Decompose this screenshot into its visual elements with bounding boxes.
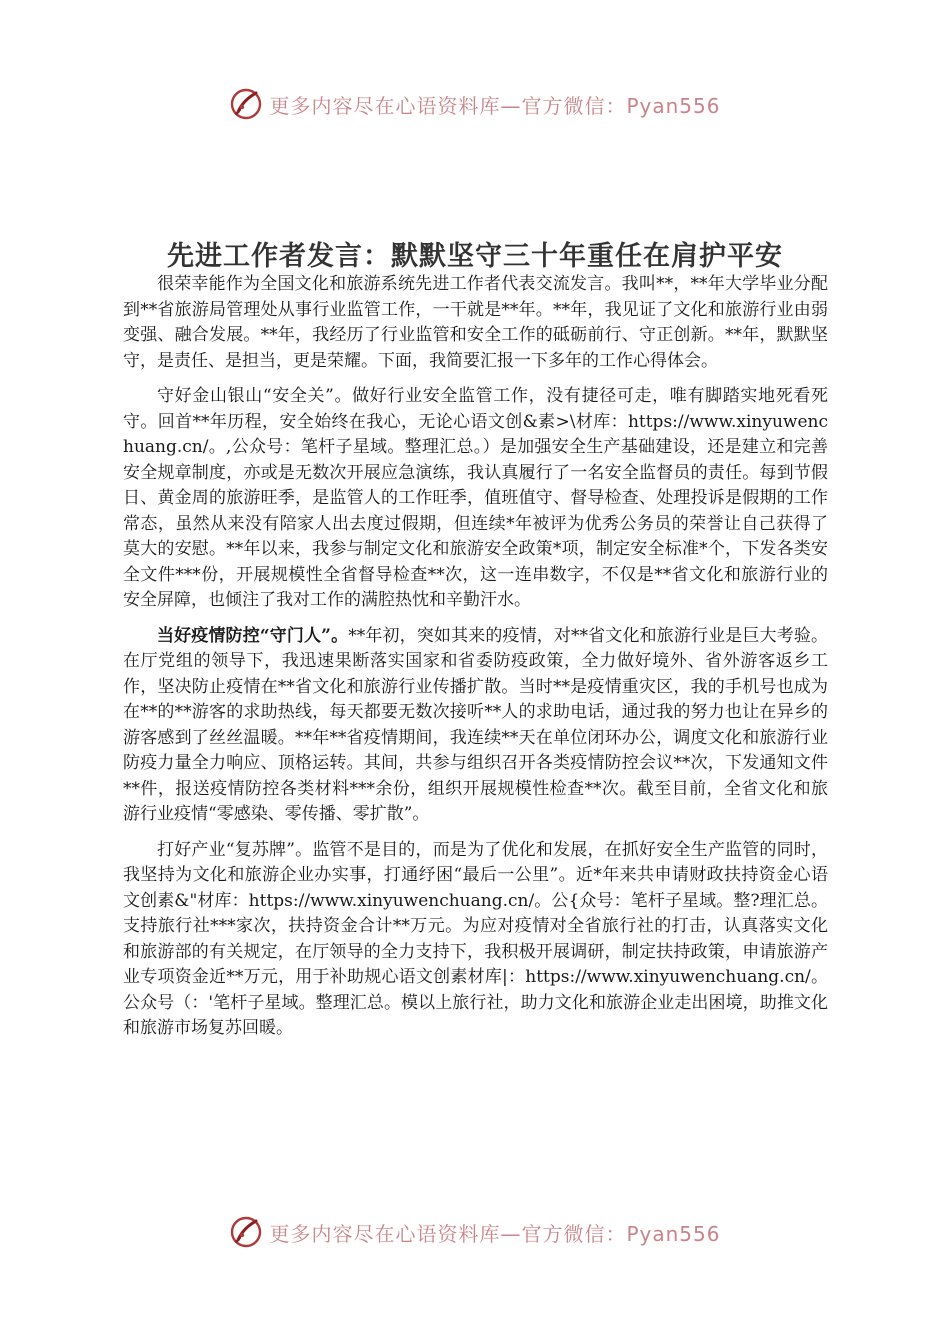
document-title: 先进工作者发言：默默坚守三十年重任在肩护平安 bbox=[167, 241, 783, 273]
paragraph-intro bbox=[123, 272, 828, 374]
document-body bbox=[123, 272, 828, 1052]
header-watermark-banner bbox=[0, 84, 950, 124]
paragraph-safety bbox=[123, 384, 828, 614]
paragraph-lead-heading: 当好疫情防控“守门人”。 bbox=[157, 625, 349, 646]
paragraph-text: **年初，突如其来的疫情，对**省文化和旅游行业是巨大考验。在厅党组的领导下，我迅速果断落实国家和省委防疫政策，全力做好境外、省外游客返乡工作，坚决防止疫情在**省文化和旅游行业传播扩散。当时**是疫情重灾区，我的手机号也成为在**的**游客的求助热线，每天都要无数次接听**人的求助电话，通过我的努力也让在异乡的游客感到了丝丝温暖。**年**省疫情期间，我连续**天在单位闭环办公，调度文化和旅游行业防疫力量全力响应、顶格运转。其间，共参与组织召开各类疫情防控会议**次，下发通知文件**件，报送疫情防控各类材料***余份，组织开展规模性检查**次。截至目前，全省文化和旅游行业疫情“零感染、零传播、零扩散”。 bbox=[123, 625, 828, 824]
paragraph-epidemic bbox=[123, 624, 828, 828]
paragraph-recovery bbox=[123, 838, 828, 1042]
brush-logo-icon bbox=[229, 1215, 263, 1249]
paragraph-text: 很荣幸能作为全国文化和旅游系统先进工作者代表交流发言。我叫**，**年大学毕业分配到**省旅游局管理处从事行业监管工作，一干就是**年。**年，我见证了文化和旅游行业由弱变强、融合发展。**年，我经历了行业监管和安全工作的砥砺前行、守正创新。**年，默默坚守，是责任、是担当，更是荣耀。下面，我简要汇报一下多年的工作心得体会。 bbox=[123, 274, 828, 371]
footer-watermark-banner bbox=[0, 1212, 950, 1252]
brush-logo-icon bbox=[229, 87, 263, 121]
watermark-text: 更多内容尽在心语资料库—官方微信：Pyan556 bbox=[269, 1221, 721, 1246]
watermark-text: 更多内容尽在心语资料库—官方微信：Pyan556 bbox=[269, 93, 721, 118]
paragraph-text: 打好产业“复苏牌”。监管不是目的，而是为了优化和发展，在抓好安全生产监管的同时，我坚持为文化和旅游企业办实事，打通纾困“最后一公里”。近*年来共申请财政扶持资金心语文创素&"材库：https://www.xinyuwenchuang.cn/。公{众号：笔杆子星域。整?理汇总。支持旅行社***家次，扶持资金合计**万元。为应对疫情对全省旅行社的打击，认真落实文化和旅游部的有关规定，在厅领导的全力支持下，我积极开展调研，制定扶持政策，申请旅游产业专项资金近**万元，用于补助规心语文创素材库|：https://www.xinyuwenchuang.cn/。公众号（：'笔杆子星域。整理汇总。模以上旅行社，助力文化和旅游企业走出困境，助推文化和旅游市场复苏回暖。 bbox=[123, 839, 828, 1038]
paragraph-text: 守好金山银山“安全关”。做好行业安全监管工作，没有捷径可走，唯有脚踏实地死看死守。回首**年历程，安全始终在我心，无论心语文创&素>\材库：https://www.xinyuwenchuang.cn/。,公众号：笔杆子星域。整理汇总。）是加强安全生产基础建设，还是建立和完善安全规章制度，亦或是无数次开展应急演练，我认真履行了一名安全监督员的责任。每到节假日、黄金周的旅游旺季，是监管人的工作旺季，值班值守、督导检查、处理投诉是假期的工作常态，虽然从来没有陪家人出去度过假期，但连续*年被评为优秀公务员的荣誉让自己获得了莫大的安慰。**年以来，我参与制定文化和旅游安全政策*项，制定安全标准*个，下发各类安全文件***份，开展规模性全省督导检查**次，这一连串数字，不仅是**省文化和旅游行业的安全屏障，也倾注了我对工作的满腔热忱和辛勤汗水。 bbox=[123, 386, 828, 610]
